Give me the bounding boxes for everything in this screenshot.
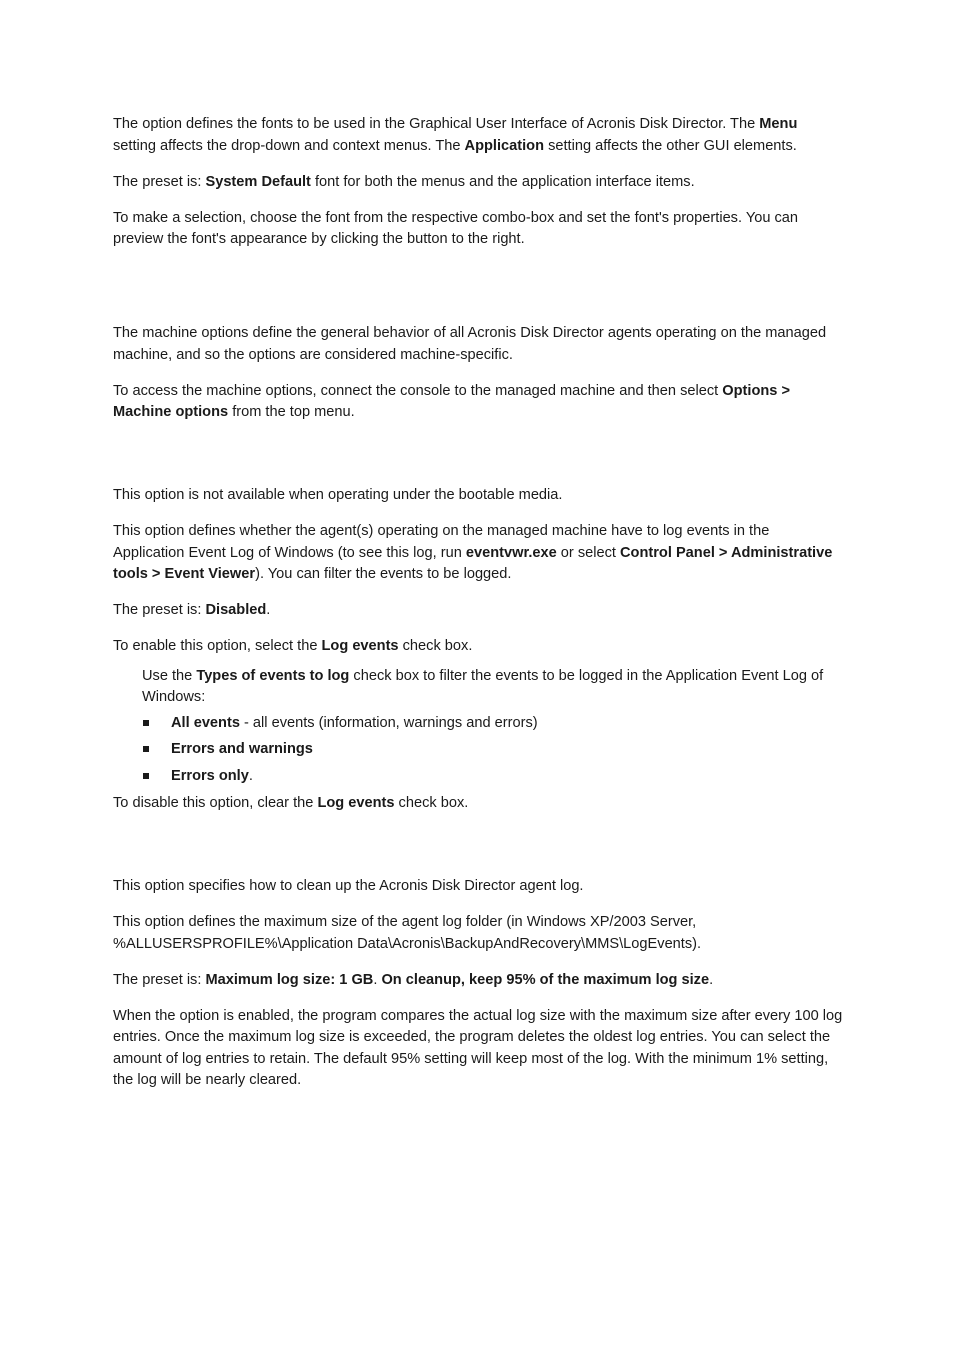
eventlog-paragraph-5: Use the Types of events to log check box to filter the events to be logged in the Application Event Log of Windows: xyxy=(142,667,824,705)
cleanup-paragraph-3: The preset is: Maximum log size: 1 GB. On cleanup, keep 95% of the maximum log size. xyxy=(113,971,714,988)
bullet-square-icon xyxy=(143,720,149,726)
eventlog-paragraph-6: To disable this option, clear the Log events check box. xyxy=(113,795,469,811)
eventlog-paragraph-4: To enable this option, select the Log events check box. xyxy=(113,638,473,654)
fonts-paragraph-3: To make a selection, choose the font from the respective combo-box and set the font's properties. You can preview the font's appearance by clicking the button to the right. xyxy=(113,209,799,247)
bullet-square-icon xyxy=(143,773,149,779)
eventlog-paragraph-1: This option is not available when operating under the bootable media. xyxy=(113,487,563,503)
fonts-paragraph-2: The preset is: System Default font for both the menus and the application interface items. xyxy=(113,173,695,190)
fonts-paragraph-1: The option defines the fonts to be used in the Graphical User Interface of Acronis Disk Director. The Menu setting affects the drop-down and context menus. The Application setting affects the other GUI elements. xyxy=(113,116,798,154)
eventlog-paragraph-3: The preset is: Disabled. xyxy=(113,602,271,618)
bullet-square-icon xyxy=(143,746,149,752)
cleanup-paragraph-1: This option specifies how to clean up the Acronis Disk Director agent log. xyxy=(113,878,584,894)
machine-paragraph-2: To access the machine options, connect the console to the managed machine and then select Options > Machine options from the top menu. xyxy=(113,382,790,420)
section-gap xyxy=(113,438,843,485)
cleanup-paragraph-2: This option defines the maximum size of the agent log folder (in Windows XP/2003 Server, %ALLUSERSPROFILE%\Application Data\Acronis\BackupAndRecovery\MMS\LogEvents). xyxy=(113,914,702,952)
section-gap xyxy=(113,829,843,876)
list-item: Errors and warnings xyxy=(142,739,843,761)
document-page xyxy=(113,114,843,1106)
machine-paragraph-1: The machine options define the general behavior of all Acronis Disk Director agents operating on the managed machine, and so the options are considered machine-specific. xyxy=(113,325,827,363)
section-gap xyxy=(113,265,843,323)
list-item: Errors only. xyxy=(142,766,843,788)
cleanup-paragraph-4: When the option is enabled, the program compares the actual log size with the maximum size after every 100 log entries. Once the maximum log size is exceeded, the program deletes the oldest log entries. You can select the amount of log entries to retain. The default 95% setting will keep most of the log. With the minimum 1% setting, the log will be nearly cleared. xyxy=(113,1007,843,1088)
list-item: All events - all events (information, warnings and errors) xyxy=(142,713,843,735)
event-type-list xyxy=(113,713,843,788)
eventlog-paragraph-2: This option defines whether the agent(s) operating on the managed machine have to log events in the Application Event Log of Windows (to see this log, run eventvwr.exe or select Control Panel > Administrative tools > Event Viewer). You can filter the events to be logged. xyxy=(113,523,833,582)
